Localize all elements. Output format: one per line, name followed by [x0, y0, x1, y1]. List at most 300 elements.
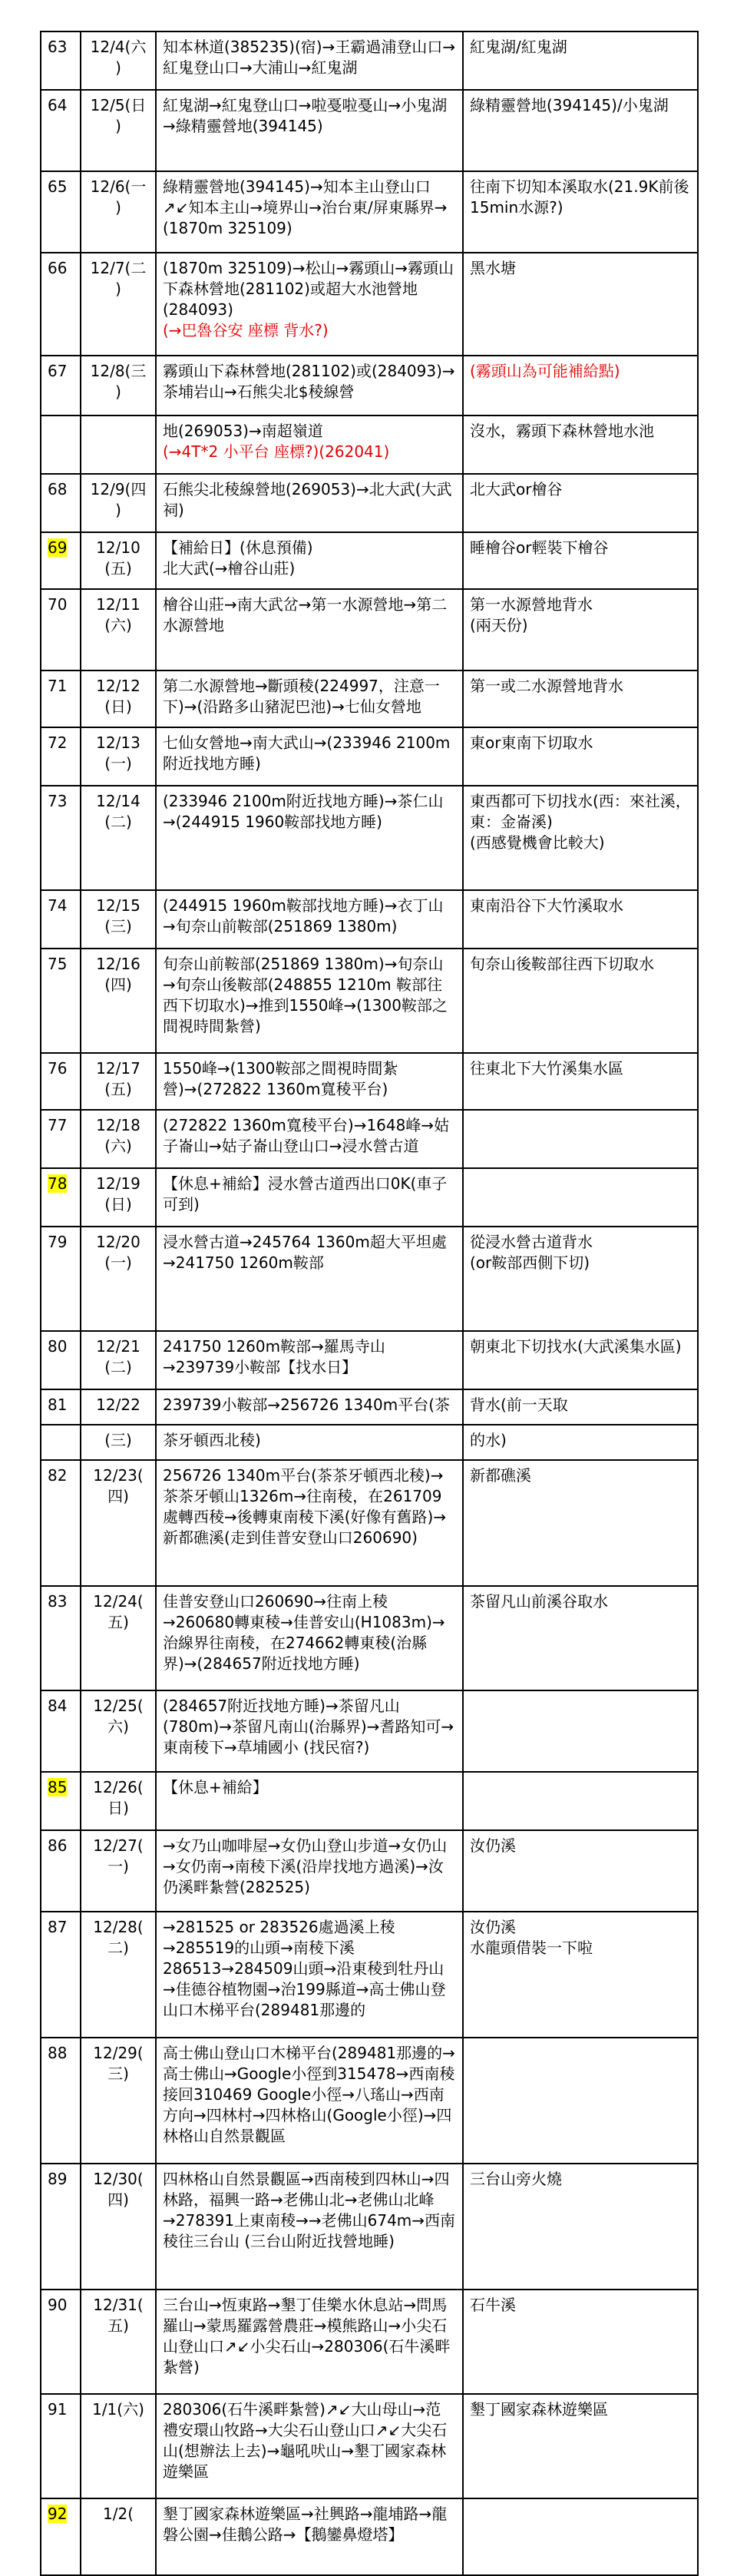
date-cell — [81, 1460, 156, 1586]
route-cell — [156, 786, 463, 890]
day-number-text: 89 — [48, 2170, 68, 2188]
date-text: 12/15 — [96, 896, 140, 915]
route-text: 浸水營古道→245764 1360m超大平坦處→241750 1260m鞍部 — [163, 1233, 447, 1272]
route-text: 墾丁國家森林遊樂區→社興路→龍埔路→龍磐公園→佳鵝公路→【鵝鑾鼻燈塔】 — [163, 2505, 448, 2544]
route-text: 【休息+補給】浸水營古道西出口0K(車子可到) — [163, 1174, 448, 1214]
route-text: (284657附近找地方睡)→茶留凡山(780m)→茶留凡南山(治縣界)→耆路知可→東南稜下→草埔國小 (找民宿?) — [163, 1697, 454, 1757]
table-row — [41, 2394, 698, 2498]
date-cell — [81, 1168, 156, 1227]
date-cell — [81, 1425, 156, 1460]
water-text: 沒水，霧頭下森林營地水池 — [470, 422, 654, 440]
date-text: 12/20 — [96, 1233, 140, 1251]
table-row — [41, 2498, 698, 2575]
table-row — [41, 2164, 698, 2290]
water-text: 綠精靈營地(394145)/小鬼湖 — [470, 96, 669, 114]
date-text: 五) — [107, 1613, 129, 1631]
water-cell — [463, 1830, 698, 1912]
route-text: 茶牙頓西北稜) — [163, 1431, 261, 1449]
water-text: 東南沿谷下大竹溪取水 — [470, 896, 623, 915]
date-text: 12/29( — [93, 2044, 144, 2062]
water-cell — [463, 416, 698, 474]
date-text: 12/31( — [93, 2296, 144, 2314]
date-text: 四) — [107, 1487, 129, 1505]
day-number — [41, 670, 81, 727]
route-cell — [156, 1168, 463, 1227]
water-text: 新都礁溪 — [470, 1466, 531, 1485]
date-text: 六) — [107, 1717, 129, 1736]
route-cell — [156, 2290, 463, 2394]
date-cell — [81, 31, 156, 90]
table-row — [41, 253, 698, 356]
route-text: 1550峰→(1300鞍部之間視時間紮營)→(272822 1360m寬稜平台) — [163, 1059, 398, 1098]
table-row — [41, 416, 698, 474]
water-cell — [463, 727, 698, 786]
table-row — [41, 31, 698, 90]
date-cell — [81, 1110, 156, 1168]
route-text: 地(269053)→南超嶺道 — [163, 422, 323, 440]
route-text: 霧頭山下森林營地(281102)或(284093)→茶埔岩山→石熊尖北$稜線營 — [163, 362, 455, 401]
date-cell — [81, 1912, 156, 2038]
day-number-text: 91 — [48, 2400, 68, 2419]
water-cell — [463, 2498, 698, 2575]
date-cell — [81, 1053, 156, 1110]
route-text: (1870m 325109)→松山→霧頭山→霧頭山下森林營地(281102)或超大水池營地(284093) — [163, 259, 454, 319]
date-text: (日) — [104, 1195, 132, 1214]
route-cell — [156, 474, 463, 532]
date-text: (一) — [104, 1253, 132, 1272]
water-text: 朝東北下切找水(大武溪集水區) — [470, 1337, 682, 1356]
water-text: (or鞍部西側下切) — [470, 1253, 590, 1272]
water-text: 北大武or檜谷 — [470, 480, 563, 498]
day-number-text: 66 — [48, 259, 68, 277]
water-text: 汝仍溪 — [470, 1918, 516, 1936]
table-row — [41, 1830, 698, 1912]
date-cell — [81, 2498, 156, 2575]
date-cell — [81, 2290, 156, 2394]
day-number-text: 82 — [48, 1466, 68, 1485]
date-cell — [81, 786, 156, 890]
water-text: (霧頭山為可能補給點) — [470, 362, 620, 380]
date-cell — [81, 2038, 156, 2164]
water-text: 第一水源營地背水 — [470, 595, 593, 614]
water-cell — [463, 1912, 698, 2038]
day-number-text: 88 — [48, 2044, 68, 2062]
date-text: 12/12 — [96, 677, 140, 695]
day-number-text: 84 — [48, 1697, 68, 1715]
table-row — [41, 670, 698, 727]
date-text: 12/23( — [93, 1466, 144, 1485]
date-text: 12/11 — [96, 595, 140, 614]
date-text: 12/30( — [93, 2170, 144, 2188]
route-cell — [156, 1227, 463, 1331]
route-text: 239739小鞍部→256726 1340m平台(茶 — [163, 1396, 450, 1414]
route-text: 【休息+補給】 — [163, 1778, 268, 1796]
route-text: →女乃山咖啡屋→女仍山登山步道→女仍山→女仍南→南稜下溪(沿岸找地方過溪)→汝仍溪畔紮營(282525) — [163, 1836, 448, 1896]
day-number — [41, 1425, 81, 1460]
date-text: 12/21 — [96, 1337, 140, 1356]
route-cell — [156, 171, 463, 253]
date-text: (五) — [104, 1080, 132, 1098]
table-row — [41, 1690, 698, 1772]
date-text: 12/13 — [96, 733, 140, 752]
route-cell — [156, 532, 463, 589]
route-cell — [156, 2498, 463, 2575]
day-number — [41, 1912, 81, 2038]
day-number — [41, 253, 81, 356]
day-number — [41, 2498, 81, 2575]
date-text: 12/10 — [96, 538, 140, 557]
day-number — [41, 1772, 81, 1830]
date-text: (三) — [104, 1431, 132, 1449]
date-cell — [81, 474, 156, 532]
date-cell — [81, 1690, 156, 1772]
route-text: 【補給日】(休息預備) — [163, 538, 313, 557]
route-cell — [156, 890, 463, 949]
water-cell — [463, 1460, 698, 1586]
day-number — [41, 1053, 81, 1110]
day-number — [41, 1460, 81, 1586]
water-cell — [463, 670, 698, 727]
date-text: 12/26( — [93, 1778, 144, 1796]
date-cell — [81, 171, 156, 253]
water-cell — [463, 1110, 698, 1168]
date-text: 12/28( — [93, 1918, 144, 1936]
route-cell — [156, 1110, 463, 1168]
water-cell — [463, 1331, 698, 1389]
date-text: 12/27( — [93, 1836, 144, 1855]
day-number-text: 75 — [48, 955, 68, 973]
date-cell — [81, 253, 156, 356]
itinerary-table — [40, 31, 699, 2576]
date-text: 1/1(六) — [92, 2400, 144, 2419]
table-row — [41, 532, 698, 589]
route-cell — [156, 949, 463, 1053]
date-cell — [81, 90, 156, 171]
water-cell — [463, 171, 698, 253]
day-number-text: 65 — [48, 177, 68, 196]
date-text: 五) — [107, 2316, 129, 2335]
route-text: 檜谷山莊→南大武岔→第一水源營地→第二水源營地 — [163, 595, 448, 634]
table-row — [41, 786, 698, 890]
water-cell — [463, 474, 698, 532]
route-cell — [156, 2164, 463, 2290]
date-text: (六) — [104, 1137, 132, 1155]
route-cell — [156, 253, 463, 356]
day-number-text: 63 — [48, 38, 68, 56]
day-number-text: 67 — [48, 362, 68, 380]
date-cell — [81, 949, 156, 1053]
water-cell — [463, 1168, 698, 1227]
day-number-text: 83 — [48, 1592, 68, 1611]
day-number-text: 76 — [48, 1059, 68, 1078]
route-text: 北大武(→檜谷山莊) — [163, 559, 296, 578]
table-row — [41, 949, 698, 1053]
day-number-text: 78 — [48, 1174, 68, 1193]
day-number-text: 90 — [48, 2296, 68, 2314]
water-text: 三台山旁火燒 — [470, 2170, 562, 2188]
route-text: (233946 2100m附近找地方睡)→茶仁山→(244915 1960鞍部找地方睡) — [163, 792, 444, 831]
route-text: 七仙女營地→南大武山→(233946 2100m附近找地方睡) — [163, 733, 451, 773]
route-cell — [156, 1830, 463, 1912]
water-cell — [463, 1425, 698, 1460]
day-number — [41, 90, 81, 171]
water-cell — [463, 1227, 698, 1331]
water-cell — [463, 1690, 698, 1772]
route-text: 綠精靈營地(394145)→知本主山登山口↗↙知本主山→境界山→治台東/屏東縣界→ (1870m 325109) — [163, 177, 448, 237]
day-number — [41, 589, 81, 670]
itinerary-body — [41, 31, 698, 2575]
day-number — [41, 532, 81, 589]
water-text: 背水(前一天取 — [470, 1396, 568, 1414]
route-cell — [156, 416, 463, 474]
route-cell — [156, 727, 463, 786]
day-number-text: 70 — [48, 595, 68, 614]
day-number-text: 72 — [48, 733, 68, 752]
day-number — [41, 727, 81, 786]
date-cell — [81, 1389, 156, 1425]
date-cell — [81, 2394, 156, 2498]
table-row — [41, 1053, 698, 1110]
route-cell — [156, 1772, 463, 1830]
date-text: (五) — [104, 559, 132, 578]
route-text: 旬奈山前鞍部(251869 1380m)→旬奈山→旬奈山後鞍部(248855 1210m 鞍部往西下切取水)→推到1550峰→(1300鞍部之間視時間紮營) — [163, 955, 448, 1035]
day-number — [41, 356, 81, 416]
water-text: 東or東南下切取水 — [470, 733, 593, 752]
date-text: 四) — [107, 2190, 129, 2209]
table-row — [41, 727, 698, 786]
water-text: 睡檜谷or輕裝下檜谷 — [470, 538, 609, 557]
water-cell — [463, 890, 698, 949]
route-note: (→巴魯谷安 座標 背水?) — [163, 321, 329, 339]
date-text: 1/2( — [103, 2505, 134, 2523]
date-text: 三) — [107, 2064, 129, 2083]
date-text: 二) — [107, 1939, 129, 1957]
day-number — [41, 1331, 81, 1389]
date-text: 12/8(三) — [90, 362, 147, 401]
water-cell — [463, 1772, 698, 1830]
table-row — [41, 1110, 698, 1168]
water-text: 的水) — [470, 1431, 507, 1449]
route-cell — [156, 1425, 463, 1460]
water-text: 汝仍溪 — [470, 1836, 516, 1855]
date-text: 12/22 — [96, 1396, 140, 1414]
route-cell — [156, 2038, 463, 2164]
table-row — [41, 1425, 698, 1460]
date-text: 12/25( — [93, 1697, 144, 1715]
route-cell — [156, 1460, 463, 1586]
route-text: 256726 1340m平台(茶茶牙頓西北稜)→茶茶牙頓山1326m→往南稜，在261709處轉西稜→後轉東南稜下溪(好像有舊路)→新都礁溪(走到佳普安登山口260690) — [163, 1466, 447, 1547]
day-number-text: 81 — [48, 1396, 68, 1414]
water-cell — [463, 532, 698, 589]
table-row — [41, 1331, 698, 1389]
day-number — [41, 949, 81, 1053]
date-text: (四) — [104, 975, 132, 994]
date-cell — [81, 670, 156, 727]
date-text: 12/7(二) — [90, 259, 147, 298]
table-row — [41, 474, 698, 532]
water-text: 茶留凡山前溪谷取水 — [470, 1592, 608, 1611]
route-text: 石熊尖北稜線營地(269053)→北大武(大武祠) — [163, 480, 452, 519]
date-cell — [81, 727, 156, 786]
date-cell — [81, 1586, 156, 1690]
day-number-text: 85 — [48, 1778, 68, 1796]
day-number — [41, 2394, 81, 2498]
date-text: 12/9(四) — [90, 480, 147, 519]
table-row — [41, 890, 698, 949]
route-cell — [156, 1053, 463, 1110]
day-number — [41, 1168, 81, 1227]
route-text: 280306(石牛溪畔紮營)↗↙大山母山→范禮安環山牧路→大尖石山登山口↗↙大尖石山(想辦法上去)→龜吼吠山→墾丁國家森林遊樂區 — [163, 2400, 448, 2481]
day-number — [41, 1690, 81, 1772]
route-note: (→4T*2 小平台 座標?)(262041) — [163, 442, 390, 461]
route-cell — [156, 589, 463, 670]
date-text: 12/4(六) — [90, 38, 147, 77]
table-row — [41, 2038, 698, 2164]
day-number-text: 68 — [48, 480, 68, 498]
day-number — [41, 1110, 81, 1168]
water-text: 往東北下大竹溪集水區 — [470, 1059, 623, 1078]
water-cell — [463, 90, 698, 171]
day-number — [41, 171, 81, 253]
water-cell — [463, 2164, 698, 2290]
day-number-text: 77 — [48, 1116, 68, 1134]
date-text: 12/24( — [93, 1592, 144, 1611]
table-row — [41, 1168, 698, 1227]
day-number — [41, 2038, 81, 2164]
water-text: 紅鬼湖/紅鬼湖 — [470, 38, 567, 56]
day-number — [41, 1389, 81, 1425]
route-cell — [156, 1586, 463, 1690]
day-number — [41, 786, 81, 890]
route-text: 241750 1260m鞍部→羅馬寺山→239739小鞍部【找水日】 — [163, 1337, 385, 1376]
route-cell — [156, 1331, 463, 1389]
table-row — [41, 1586, 698, 1690]
date-text: (日) — [104, 697, 132, 716]
route-cell — [156, 1389, 463, 1425]
day-number-text: 74 — [48, 896, 68, 915]
table-row — [41, 2290, 698, 2394]
water-cell — [463, 1586, 698, 1690]
day-number-text: 73 — [48, 792, 68, 810]
day-number — [41, 2290, 81, 2394]
water-text: 石牛溪 — [470, 2296, 516, 2314]
date-text: 12/14 — [96, 792, 140, 810]
date-cell — [81, 532, 156, 589]
water-text: 墾丁國家森林遊樂區 — [470, 2400, 608, 2419]
table-row — [41, 1912, 698, 2038]
date-text: 一) — [107, 1857, 129, 1876]
date-text: 12/16 — [96, 955, 140, 973]
water-text: 往南下切知本溪取水(21.9K前後15min水源?) — [470, 177, 689, 217]
day-number — [41, 890, 81, 949]
day-number — [41, 1227, 81, 1331]
day-number-text: 87 — [48, 1918, 68, 1936]
water-text: 從浸水營古道背水 — [470, 1233, 593, 1251]
day-number-text: 79 — [48, 1233, 68, 1251]
table-row — [41, 589, 698, 670]
water-text: 東西都可下切找水(西：來社溪，東：金崙溪) — [470, 792, 691, 831]
date-text: (二) — [104, 1358, 132, 1376]
day-number-text: 71 — [48, 677, 68, 695]
route-cell — [156, 356, 463, 416]
date-text: 12/17 — [96, 1059, 140, 1078]
water-text: (西感覺機會比較大) — [470, 833, 605, 852]
table-row — [41, 1227, 698, 1331]
date-text: (六) — [104, 616, 132, 634]
day-number — [41, 2164, 81, 2290]
route-text: 三台山→恆東路→墾丁佳樂水休息站→問馬羅山→蒙馬羅露營農莊→模熊路山→小尖石山登山口↗↙小尖石山→280306(石牛溪畔紮營) — [163, 2296, 451, 2376]
water-cell — [463, 589, 698, 670]
date-text: (二) — [104, 813, 132, 831]
water-cell — [463, 1053, 698, 1110]
water-cell — [463, 2038, 698, 2164]
water-cell — [463, 1389, 698, 1425]
date-cell — [81, 356, 156, 416]
day-number — [41, 1830, 81, 1912]
date-cell — [81, 1227, 156, 1331]
route-cell — [156, 1690, 463, 1772]
date-text: (一) — [104, 754, 132, 773]
date-cell — [81, 1772, 156, 1830]
day-number — [41, 474, 81, 532]
day-number-text: 92 — [48, 2505, 68, 2523]
date-cell — [81, 589, 156, 670]
water-text: 水龍頭借裝一下啦 — [470, 1939, 593, 1957]
table-row — [41, 1460, 698, 1586]
day-number — [41, 1586, 81, 1690]
route-cell — [156, 31, 463, 90]
date-text: (三) — [104, 917, 132, 935]
water-text: (兩天份) — [470, 616, 528, 634]
date-text: 12/6(一) — [90, 177, 147, 217]
route-text: 佳普安登山口260690→往南上稜→260680轉東稜→佳普安山(H1083m)→治線界往南稜，在274662轉東稜(治縣界)→(284657附近找地方睡) — [163, 1592, 445, 1673]
water-cell — [463, 2290, 698, 2394]
date-text: 12/5(日) — [90, 96, 147, 135]
date-text: 日) — [107, 1799, 129, 1817]
water-cell — [463, 31, 698, 90]
table-row — [41, 1772, 698, 1830]
itinerary-sheet — [40, 31, 697, 2576]
water-cell — [463, 786, 698, 890]
route-cell — [156, 1912, 463, 2038]
water-text: 黑水塘 — [470, 259, 516, 277]
date-cell — [81, 416, 156, 474]
day-number-text: 80 — [48, 1337, 68, 1356]
water-cell — [463, 949, 698, 1053]
table-row — [41, 1389, 698, 1425]
route-text: →281525 or 283526處過溪上稜→285519的山頭→南稜下溪286513→284509山頭→沿東稜到牡丹山→佳德谷植物園→治199縣道→高士佛山登山口木梯平台(289481那邊的 — [163, 1918, 446, 2019]
route-text: 知本林道(385235)(宿)→王霸過浦登山口→紅鬼登山口→大浦山→紅鬼湖 — [163, 38, 456, 77]
route-text: 第二水源營地→斷頭稜(224997，注意一下)→(沿路多山豬泥巴池)→七仙女營地 — [163, 677, 440, 716]
day-number-text: 86 — [48, 1836, 68, 1855]
date-cell — [81, 890, 156, 949]
day-number-text: 64 — [48, 96, 68, 114]
water-text: 第一或二水源營地背水 — [470, 677, 623, 695]
route-cell — [156, 2394, 463, 2498]
day-number — [41, 31, 81, 90]
date-cell — [81, 1331, 156, 1389]
route-text: 四林格山自然景觀區→西南稜到四林山→四林路，福興一路→老佛山北→老佛山北峰→278391上東南稜→→老佛山674m→西南稜往三台山 (三台山附近找營地睡) — [163, 2170, 456, 2250]
day-number — [41, 416, 81, 474]
table-row — [41, 356, 698, 416]
table-row — [41, 90, 698, 171]
route-cell — [156, 90, 463, 171]
water-cell — [463, 2394, 698, 2498]
route-text: 紅鬼湖→紅鬼登山口→啦戞啦戞山→小鬼湖→綠精靈營地(394145) — [163, 96, 448, 135]
water-cell — [463, 253, 698, 356]
route-text: (272822 1360m寬稜平台)→1648峰→姑子崙山→姑子崙山登山口→浸水營古道 — [163, 1116, 450, 1155]
water-text: 旬奈山後鞍部往西下切取水 — [470, 955, 654, 973]
